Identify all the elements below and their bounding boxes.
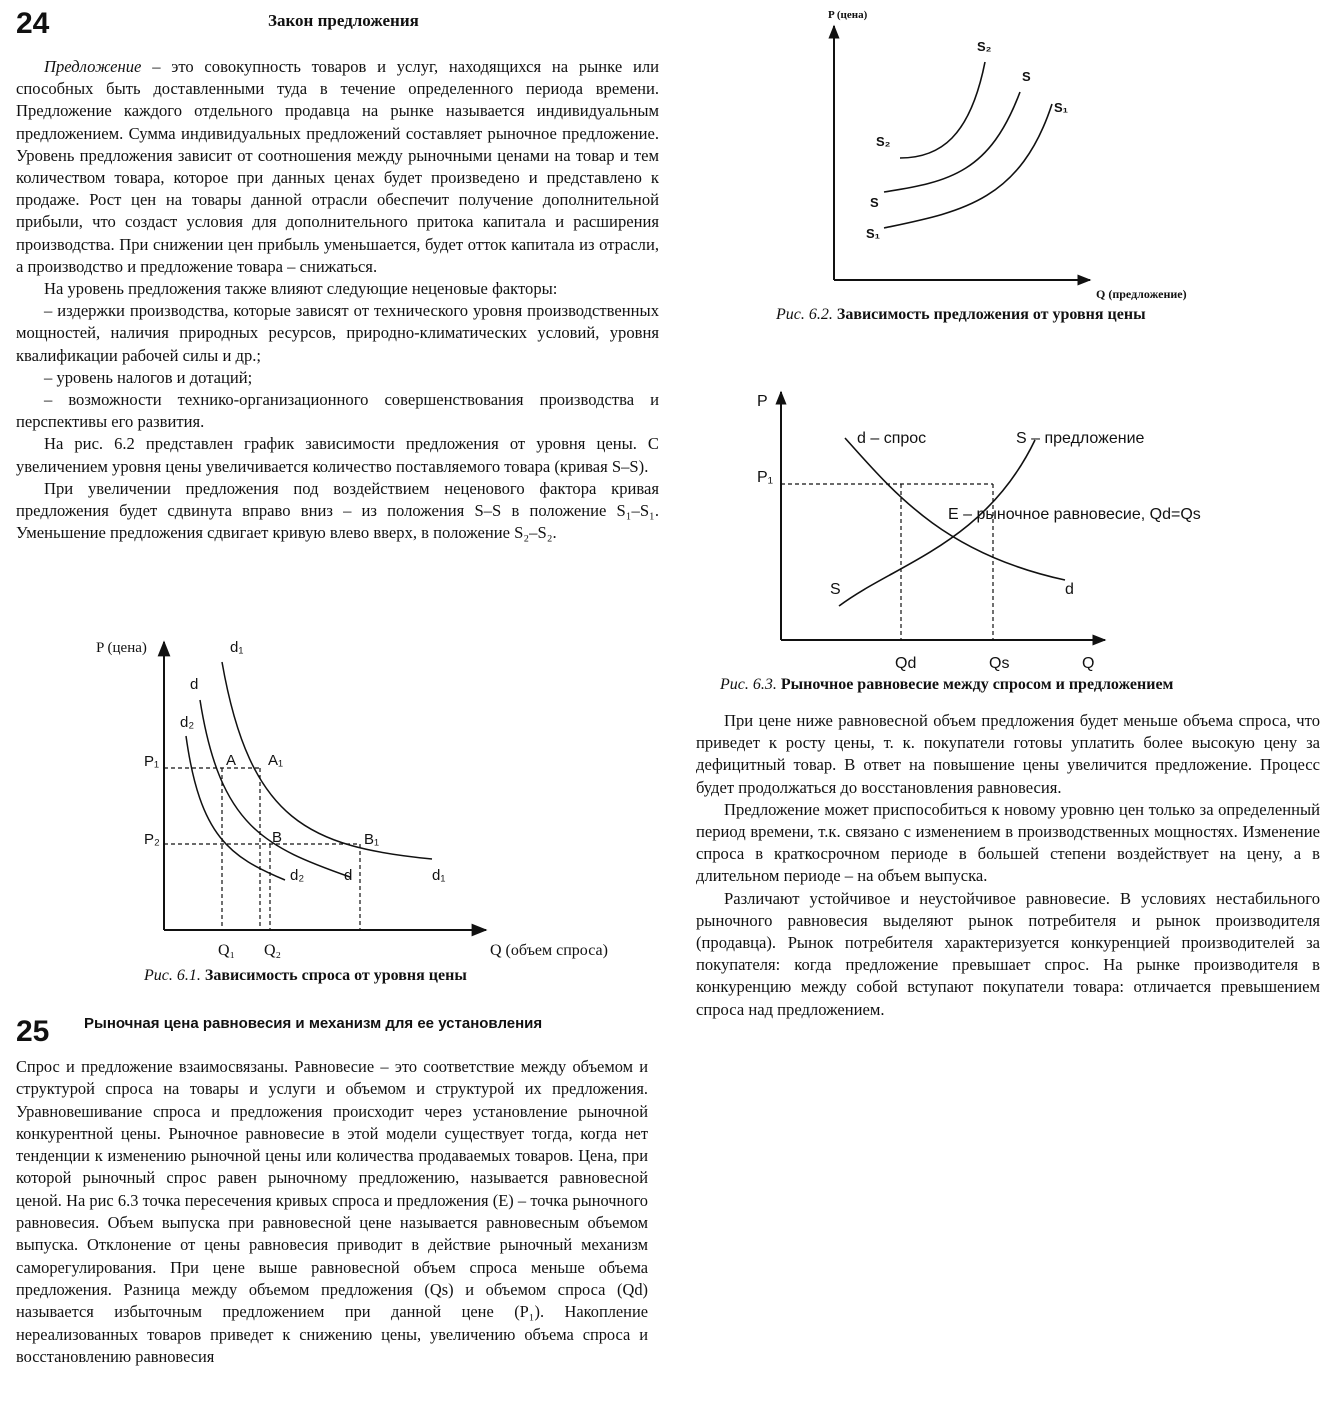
- label-s1-top: S₁: [1054, 100, 1069, 115]
- curve-s: [884, 92, 1020, 192]
- label-s-left: S: [870, 195, 879, 210]
- label-d2-bottom: d₂: [290, 867, 305, 884]
- label-supply: S – предложение: [1016, 430, 1145, 447]
- label-qs: Qs: [989, 655, 1010, 672]
- point-a: A: [226, 752, 237, 769]
- term-lead: Предложение: [44, 57, 142, 76]
- caption-number: Рис. 6.2.: [776, 306, 833, 323]
- figure-6-1: [80, 632, 660, 972]
- paragraph: – издержки производства, которые зависят от технического уровня производственных мощностей, наличия природных ресурсов, природно-климатических условий, уровня квалификации рабочей силы и др.;: [16, 301, 659, 365]
- caption-text: Зависимость предложения от уровня цены: [836, 306, 1146, 323]
- label-p2: P₂: [144, 831, 160, 848]
- x-axis-label: Q (объем спроса): [490, 942, 608, 959]
- figure-6-2: [800, 2, 1220, 302]
- paragraph: – возможности технико-организационного совершенствования производства и перспективы его развития.: [16, 390, 659, 432]
- label-s1-left: S₁: [866, 226, 881, 241]
- paragraph: – уровень налогов и дотаций;: [44, 367, 253, 387]
- caption-6-1: [144, 966, 467, 986]
- label-d-top: d: [190, 676, 199, 693]
- label-p1: P₁: [757, 469, 774, 486]
- point-b1: B₁: [364, 831, 380, 848]
- paragraph-text: – это совокупность товаров и услуг, находящихся на рынке или способных быть доставленными туда в течение определенного периода времени. Предложение каждого отдельного продавца на рынке называется индивидуальным предложением. Сумма индивидуальных предложений составляет рыночное предложение. Уровень предложения зависит от соотношения между рыночными ценами на товар и тем количеством товара, которое при данных ценах будет произведено и представлено к продаже. Рост цен на товары данной отрасли обеспечит получение дополнительной прибыли, что создаст условия для дополнительного притока капитала и расширения производства. При снижении цен прибыль уменьшается, будет отток капитала из отрасли, а производство и предложение товара – снижаться.: [16, 57, 659, 276]
- section-number-24: 24: [16, 7, 50, 40]
- label-q2: Q₂: [264, 942, 282, 959]
- paragraph: Различают устойчивое и неустойчивое равновесие. В условиях нестабильного рыночного равновесия выделяют рынок потребителя и рынок производителя (продавца). Рынок потребителя характеризуется конкуренцией производителей за покупателя: когда предложение превышает спрос. На рынке производителя в конкуренцию между собой вступают покупатели товара: отличается превышением спроса над предложением.: [696, 888, 1320, 1019]
- label-d: d: [1065, 581, 1074, 598]
- section-number-25: 25: [16, 1015, 50, 1048]
- label-s2-top: S₂: [977, 39, 992, 54]
- section-title-25: Рыночная цена равновесия и механизм для ее установления: [84, 1015, 543, 1032]
- caption-text: Рыночное равновесие между спросом и предложением: [780, 676, 1174, 693]
- caption-number: Рис. 6.1.: [144, 967, 201, 984]
- paragraph: На рис. 6.2 представлен график зависимости предложения от уровня цены. С увеличением уровня цены увеличивается количество поставляемого товара (кривая S–S).: [16, 434, 659, 476]
- right-column-text: [696, 710, 1320, 1021]
- caption-number: Рис. 6.3.: [720, 676, 777, 693]
- y-axis-label: P (цена): [96, 640, 147, 656]
- paragraph: Предложение может приспособиться к новому уровню цен только за определенный период времени, т.к. связано с изменением в производственных мощностях. Изменение спроса в краткосрочном периоде в большей степени воздействует на цену, а в длительном периоде – на объем выпуска.: [696, 799, 1320, 886]
- label-d-bottom: d: [344, 867, 353, 884]
- curve-s2: [900, 62, 985, 158]
- label-qd: Qd: [895, 655, 917, 672]
- figure-6-3: [745, 384, 1225, 684]
- point-b: B: [272, 829, 283, 846]
- x-axis-label: Q (предложение): [1096, 287, 1187, 301]
- y-axis-label: P: [757, 393, 768, 410]
- label-q1: Q₁: [218, 942, 236, 959]
- label-p1: P₁: [144, 753, 160, 770]
- caption-text: Зависимость спроса от уровня цены: [204, 967, 467, 984]
- label-s: S: [830, 581, 841, 598]
- curve-d1: [222, 662, 432, 859]
- caption-6-2: [776, 305, 1146, 325]
- section-24-text: [16, 56, 659, 544]
- label-d2-top: d₂: [180, 714, 195, 731]
- curve-d: [200, 700, 350, 877]
- label-s-top: S: [1022, 69, 1031, 84]
- paragraph: При цене ниже равновесной объем предложения будет меньше объема спроса, что приведет к росту цены, т. к. покупатели готовы уплатить более высокую цену за дефицитный товар. В ответ на повышение цены увеличится предложение. Процесс будет продолжаться до восстановления равновесия.: [696, 711, 1320, 797]
- label-equilibrium: E – рыночное равновесие, Qd=Qs: [948, 506, 1201, 523]
- section-25-text: Спрос и предложение взаимосвязаны. Равновесие – это соответствие между объемом и структурой спроса на товары и услуги и объемом и структурой их предложения. Уравновешивание спроса и предложения происходит через установление рыночной конкурентной цены. Рыночное равновесие в этой модели существует тогда, когда нет тенденции к изменению рыночной цены или количества продаваемых товаров. Цена, при которой рыночный спрос равен рыночному предложению, называется равновесной ценой. На рис 6.3 точка пересечения кривых спроса и предложения (E) – точка рыночного равновесия. Объем выпуска при равновесной цене называется равновесным объемом выпуска. Отклонение от цены равновесия приводит в действие рыночный механизм саморегулирования. При цене выше равновесной объем спроса меньше объема предложения. Разница между объемом предложения (Qs) и объемом спроса (Qd) называется избыточным предложением при данной цене (P₁). Накопление нереализованных товаров приведет к снижению цены, увеличению объема спроса и восстановлению равновесия: [16, 1057, 648, 1366]
- caption-6-3: [720, 675, 1173, 695]
- x-axis-label: Q: [1082, 655, 1095, 672]
- paragraph: [16, 56, 659, 278]
- label-s2-left: S₂: [876, 134, 891, 149]
- paragraph: При увеличении предложения под воздействием неценового фактора кривая предложения будет сдвинута вправо вниз – из положения S–S в положение S₁–S₁. Уменьшение предложения сдвигает кривую влево вверх, в положение S₂–S₂.: [16, 478, 659, 543]
- label-d1-bottom: d₁: [432, 867, 446, 884]
- y-axis-label: P (цена): [828, 9, 868, 21]
- section-title-24: Закон предложения: [268, 11, 419, 30]
- point-a1: A₁: [268, 752, 284, 769]
- label-d1-top: d₁: [230, 639, 244, 656]
- label-demand: d – спрос: [857, 430, 927, 447]
- paragraph: На уровень предложения также влияют следующие неценовые факторы:: [44, 279, 558, 299]
